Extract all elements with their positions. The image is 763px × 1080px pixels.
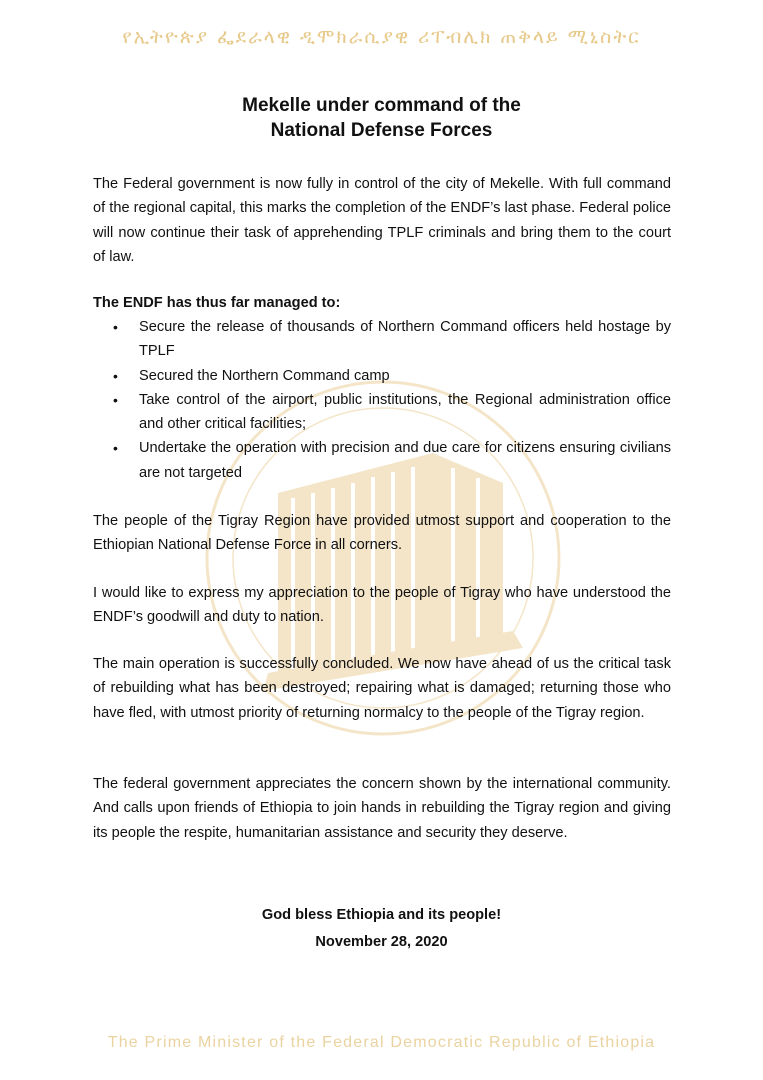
closing-blessing: God bless Ethiopia and its people! bbox=[261, 907, 502, 923]
bullet-dot-icon: • bbox=[113, 367, 118, 384]
appreciation-paragraph: I would like to express my appreciation to the people of Tigray who have understood the ENDF’s goodwill and duty to nation. bbox=[93, 585, 671, 626]
list-item-text: Undertake the operation with precision and due care for citizens ensuring civilians are not targeted bbox=[139, 440, 671, 481]
operation-paragraph: The main operation is successfully concluded. We now have ahead of us the critical task of rebuilding what has been destroyed; repairing what is damaged; returning those who have fled, with utmost priority of returning normalcy to the people of the Tigray region. bbox=[93, 656, 671, 721]
list-item-text: Secured the Northern Command camp bbox=[139, 367, 390, 384]
list-item bbox=[93, 436, 671, 485]
title-line-2: National Defense Forces bbox=[270, 120, 493, 141]
intro-paragraph: The Federal government is now fully in control of the city of Mekelle. With full command of the regional capital, this marks the completion of the ENDF’s last phase. Federal police will now continue their task of apprehending TPLF criminals and bring them to the court of law. bbox=[93, 176, 671, 265]
letterhead-amharic-title: የኢትዮጵያ ፌደራላዊ ዲሞክራሲያዊ ሪፐብሊክ ጠቅላይ ሚኒስትር bbox=[122, 26, 641, 48]
international-paragraph: The federal government appreciates the concern shown by the international community. And calls upon friends of Ethiopia to join hands in rebuilding the Tigray region and giving its people the respite, humanitarian assistance and security they deserve. bbox=[93, 776, 671, 841]
letterhead-footer: The Prime Minister of the Federal Democratic Republic of Ethiopia bbox=[107, 1034, 656, 1051]
list-item bbox=[93, 315, 671, 364]
closing-date: November 28, 2020 bbox=[315, 934, 448, 950]
page-title bbox=[0, 93, 763, 143]
achievements-heading: The ENDF has thus far managed to: bbox=[93, 295, 341, 311]
list-item-text: Take control of the airport, public institutions, the Regional administration office and other critical facilities; bbox=[139, 391, 671, 433]
list-item bbox=[93, 364, 671, 388]
achievements-list bbox=[93, 315, 671, 485]
list-item-text: Secure the release of thousands of Northern Command officers held hostage by TPLF bbox=[139, 319, 671, 360]
bullet-dot-icon: • bbox=[113, 391, 118, 408]
title-line-1: Mekelle under command of the bbox=[242, 95, 521, 116]
bullet-dot-icon: • bbox=[113, 440, 118, 457]
list-item bbox=[93, 388, 671, 437]
support-paragraph: The people of the Tigray Region have provided utmost support and cooperation to the Ethiopian National Defense Force in all corners. bbox=[93, 513, 671, 554]
bullet-dot-icon: • bbox=[113, 319, 118, 335]
